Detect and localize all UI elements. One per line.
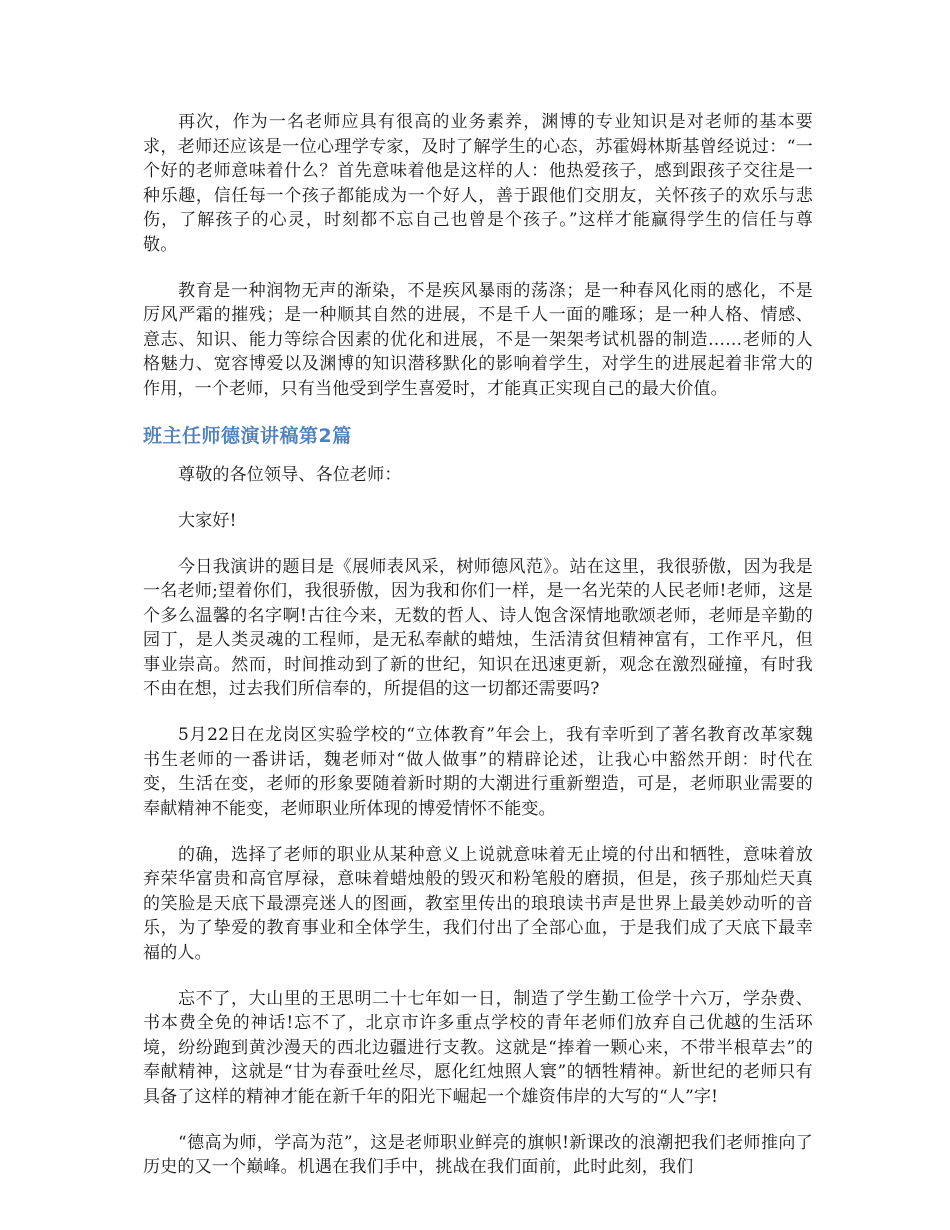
paragraph: 今日我演讲的题目是《展师表风采，树师德风范》。站在这里，我很骄傲，因为我是一名老师;望着你们，我很骄傲，因为我和你们一样，是一名光荣的人民老师!老师，这是个多么温馨的名字啊!古往今来，无数的哲人、诗人饱含深情地歌颂老师，老师是辛勤的园丁，是人类灵魂的工程师，是无私奉献的蜡烛，生活清贫但精神富有，工作平凡，但事业崇高。然而，时间推动到了新的世纪，知识在迅速更新，观念在激烈碰撞，有时我不由在想，过去我们所信奉的，所提倡的这一切都还需要吗?	[143, 556, 813, 699]
paragraph: 忘不了，大山里的王思明二十七年如一日，制造了学生勤工俭学十六万，学杂费、书本费全免的神话!忘不了，北京市许多重点学校的青年老师们放弃自己优越的生活环境，纷纷跑到黄沙漫天的西北边疆进行支教。这就是“捧着一颗心来，不带半根草去”的奉献精神，这就是“甘为春蚕吐丝尽，愿化红烛照人寰”的牺牲精神。新世纪的老师只有具备了这样的精神才能在新千年的阳光下崛起一个雄资伟岸的大写的“人”字!	[143, 988, 813, 1107]
paragraph: 5月22日在龙岗区实验学校的“立体教育”年会上，我有幸听到了著名教育改革家魏书生老师的一番讲话，魏老师对“做人做事”的精辟论述，让我心中豁然开朗：时代在变，生活在变，老师的形象要随着新时期的大潮进行重新塑造，可是，老师职业需要的奉献精神不能变，老师职业所体现的博爱情怀不能变。	[143, 725, 813, 819]
paragraph: “德高为师，学高为范”，这是老师职业鲜亮的旗帜!新课改的浪潮把我们老师推向了历史的又一个巅峰。机遇在我们手中，挑战在我们面前，此时此刻，我们	[143, 1132, 813, 1177]
document-body	[143, 110, 813, 1201]
paragraph: 再次，作为一名老师应具有很高的业务素养，渊博的专业知识是对老师的基本要求，老师还应该是一位心理学专家，及时了解学生的心态，苏霍姆林斯基曾经说过：“一个好的老师意味着什么？首先意味着他是这样的人：他热爱孩子，感到跟孩子交往是一种乐趣，信任每一个孩子都能成为一个好人，善于跟他们交朋友，关怀孩子的欢乐与悲伤，了解孩子的心灵，时刻都不忘自己也曾是个孩子。”这样才能赢得学生的信任与尊敬。	[143, 112, 813, 255]
section-heading: 班主任师德演讲稿第2篇	[143, 424, 352, 447]
greeting: 大家好!	[178, 510, 237, 531]
salutation: 尊敬的各位领导、各位老师：	[178, 464, 402, 485]
paragraph: 的确，选择了老师的职业从某种意义上说就意味着无止境的付出和牺牲，意味着放弃荣华富贵和高官厚禄，意味着蜡烛般的毁灭和粉笔般的磨损，但是，孩子那灿烂天真的笑脸是天底下最漂亮迷人的图画，教室里传出的琅琅读书声是世界上最美妙动听的音乐，为了挚爱的教育事业和全体学生，我们付出了全部心血，于是我们成了天底下最幸福的人。	[143, 844, 813, 963]
paragraph: 教育是一种润物无声的渐染，不是疾风暴雨的荡涤；是一种春风化雨的感化，不是厉风严霜的摧残；是一种顺其自然的进展，不是千人一面的雕琢；是一种人格、情感、意志、知识、能力等综合因素的优化和进展，不是一架架考试机器的制造……老师的人格魅力、宽容博爱以及渊博的知识潜移默化的影响着学生，对学生的进展起着非常大的作用，一个老师，只有当他受到学生喜爱时，才能真正实现自己的最大价值。	[143, 280, 813, 399]
